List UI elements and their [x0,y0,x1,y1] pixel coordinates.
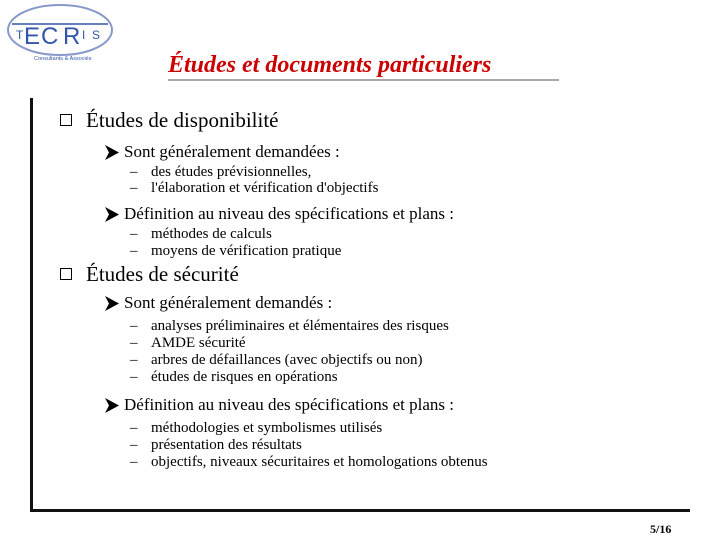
dash-bullet: – [130,335,138,351]
list-item-text: l'élaboration et vérification d'objectifs [151,180,379,196]
tecris-logo [4,2,116,64]
dash-bullet: – [130,226,138,242]
dash-bullet: – [130,318,138,334]
arrow-bullet-icon [104,144,120,161]
arrow-bullet-icon [104,295,120,312]
dash-bullet: – [130,420,138,436]
arrow-bullet-icon [104,206,120,223]
checkbox-bullet-icon [60,268,72,280]
page-number: 5/16 [650,522,672,536]
page-title: Études et documents particuliers [168,52,492,78]
frame-left-border [30,98,33,512]
list-item-text: méthodes de calculs [151,226,272,242]
subsection-label: Définition au niveau des spécifications et plans : [124,395,454,414]
logo-letter-i: I [82,28,86,42]
dash-bullet: – [130,180,138,196]
list-item-text: arbres de défaillances (avec objectifs ou non) [151,352,423,368]
list-item-text: objectifs, niveaux sécuritaires et homologations obtenus [151,454,488,470]
subsection-label: Définition au niveau des spécifications et plans : [124,204,454,223]
dash-bullet: – [130,454,138,470]
subsection-label: Sont généralement demandées : [124,142,340,161]
logo-letter-e: E [24,23,41,50]
title-underline [168,79,559,81]
list-item-text: AMDE sécurité [151,335,246,351]
logo-letter-c: C [41,23,59,50]
dash-bullet: – [130,352,138,368]
section-heading-text: Études de disponibilité [86,108,279,132]
arrow-bullet-icon [104,397,120,414]
logo-letter-r: R [63,23,81,50]
logo-letter-s: S [92,28,101,42]
list-item-text: méthodologies et symbolismes utilisés [151,420,383,436]
section-heading-text: Études de sécurité [86,262,239,286]
list-item-text: études de risques en opérations [151,369,338,385]
list-item-text: analyses préliminaires et élémentaires des risques [151,318,449,334]
frame-bottom-border [30,509,690,512]
dash-bullet: – [130,437,138,453]
list-item-text: présentation des résultats [151,437,302,453]
subsection-label: Sont généralement demandés : [124,293,333,312]
dash-bullet: – [130,369,138,385]
list-item-text: moyens de vérification pratique [151,243,342,259]
checkbox-bullet-icon [60,114,72,126]
logo-letter-t: T [16,28,24,42]
dash-bullet: – [130,164,138,180]
dash-bullet: – [130,243,138,259]
list-item-text: des études prévisionnelles, [151,164,312,180]
logo-tagline: Consultants & Associés [34,56,92,62]
